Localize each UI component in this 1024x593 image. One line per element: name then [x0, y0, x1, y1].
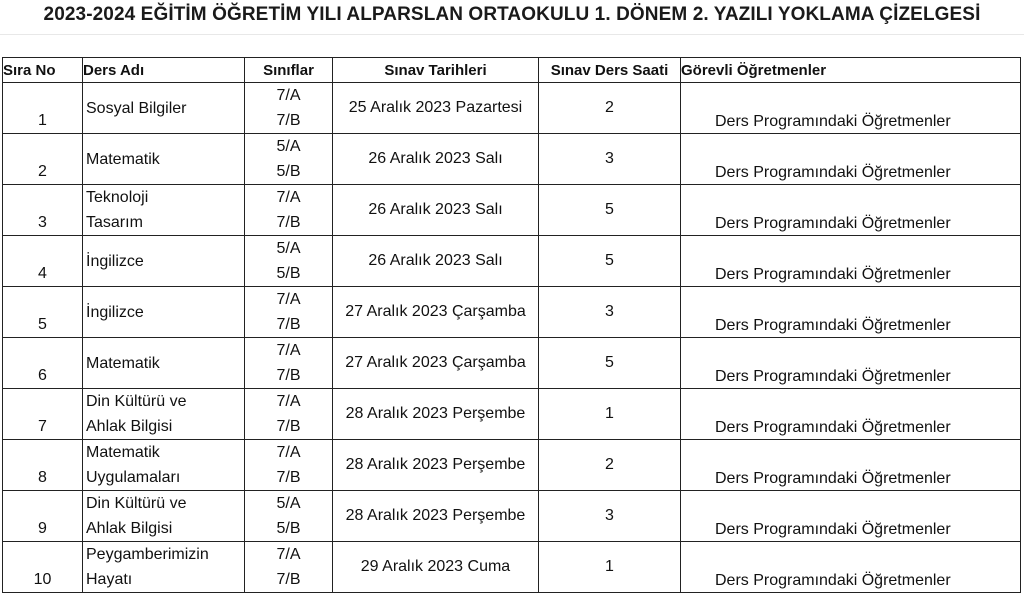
cell-ders-adi: [83, 389, 245, 440]
cell-gorevli-ogretmenler: [681, 287, 1021, 338]
table-row: [3, 83, 1021, 134]
course-name-line: Ahlak Bilgisi: [86, 418, 173, 435]
exam-date: 29 Aralık 2023 Cuma: [360, 558, 511, 575]
class-name: 7/B: [276, 112, 301, 129]
cell-sinav-ders-saati: [539, 134, 681, 185]
cell-sira-no: [3, 83, 83, 134]
assigned-teachers: Ders Programındaki Öğretmenler: [715, 113, 951, 130]
row-number: 3: [38, 214, 47, 231]
exam-date: 27 Aralık 2023 Çarşamba: [345, 354, 526, 371]
exam-period: 3: [605, 507, 614, 524]
cell-sinav-tarihi: [333, 440, 539, 491]
assigned-teachers: Ders Programındaki Öğretmenler: [715, 521, 951, 538]
header-ders-adi: Ders Adı: [83, 58, 245, 83]
table-row: [3, 542, 1021, 593]
cell-ders-adi: [83, 338, 245, 389]
cell-siniflar: [245, 185, 333, 236]
cell-sinav-tarihi: [333, 542, 539, 593]
cell-ders-adi: [83, 185, 245, 236]
table-row: [3, 236, 1021, 287]
cell-ders-adi: [83, 491, 245, 542]
row-number: 8: [38, 469, 47, 486]
cell-siniflar: [245, 236, 333, 287]
class-name: 5/B: [276, 520, 301, 537]
cell-sinav-tarihi: [333, 338, 539, 389]
cell-sinav-ders-saati: [539, 542, 681, 593]
exam-date: 28 Aralık 2023 Perşembe: [345, 507, 526, 524]
cell-gorevli-ogretmenler: [681, 491, 1021, 542]
course-name-line: Uygulamaları: [86, 469, 181, 486]
cell-ders-adi: [83, 83, 245, 134]
header-sira-no: Sıra No: [3, 58, 83, 83]
table-row: [3, 287, 1021, 338]
course-name-line: İngilizce: [86, 303, 144, 321]
header-gorevli-ogretmenler: Görevli Öğretmenler: [681, 58, 1021, 83]
row-number: 2: [38, 163, 47, 180]
header-siniflar: Sınıflar: [245, 58, 333, 83]
exam-date: 28 Aralık 2023 Perşembe: [345, 456, 526, 473]
course-name-line: İngilizce: [86, 252, 144, 270]
course-name-line: Hayatı: [86, 571, 133, 588]
class-name: 5/B: [276, 163, 301, 180]
cell-sira-no: [3, 338, 83, 389]
cell-ders-adi: [83, 440, 245, 491]
exam-date: 25 Aralık 2023 Pazartesi: [348, 99, 523, 116]
cell-gorevli-ogretmenler: [681, 389, 1021, 440]
table-header-row: [3, 58, 1021, 83]
exam-period: 3: [605, 150, 614, 167]
exam-period: 5: [605, 201, 614, 218]
exam-schedule-table: [2, 57, 1021, 593]
cell-sira-no: [3, 287, 83, 338]
course-name-line: Matematik: [86, 444, 160, 461]
course-name-line: Matematik: [86, 354, 160, 372]
cell-siniflar: [245, 389, 333, 440]
exam-period: 1: [605, 405, 614, 422]
class-name: 5/B: [276, 265, 301, 282]
course-name-line: Peygamberimizin: [86, 546, 209, 563]
exam-period: 2: [605, 99, 614, 116]
cell-gorevli-ogretmenler: [681, 185, 1021, 236]
cell-ders-adi: [83, 236, 245, 287]
course-name-line: Teknoloji: [86, 189, 149, 206]
class-name: 5/A: [276, 495, 301, 512]
cell-sinav-ders-saati: [539, 236, 681, 287]
cell-gorevli-ogretmenler: [681, 440, 1021, 491]
cell-ders-adi: [83, 542, 245, 593]
table-row: [3, 134, 1021, 185]
cell-siniflar: [245, 338, 333, 389]
cell-sinav-tarihi: [333, 83, 539, 134]
page-title: 2023-2024 EĞİTİM ÖĞRETİM YILI ALPARSLAN ORTAOKULU 1. DÖNEM 2. YAZILI YOKLAMA ÇİZELGESİ: [43, 4, 981, 25]
class-name: 7/A: [276, 444, 301, 461]
table-row: [3, 338, 1021, 389]
cell-gorevli-ogretmenler: [681, 542, 1021, 593]
row-number: 4: [38, 265, 47, 282]
cell-ders-adi: [83, 134, 245, 185]
cell-siniflar: [245, 287, 333, 338]
cell-siniflar: [245, 542, 333, 593]
cell-sinav-ders-saati: [539, 338, 681, 389]
cell-sinav-ders-saati: [539, 83, 681, 134]
exam-date: 26 Aralık 2023 Salı: [368, 252, 503, 269]
row-number: 6: [38, 367, 47, 384]
header-sinav-ders-saati: Sınav Ders Saati: [539, 58, 681, 83]
row-number: 7: [38, 418, 47, 435]
cell-gorevli-ogretmenler: [681, 134, 1021, 185]
exam-date: 26 Aralık 2023 Salı: [368, 150, 503, 167]
class-name: 7/A: [276, 291, 301, 308]
row-number: 5: [38, 316, 47, 333]
class-name: 7/A: [276, 393, 301, 410]
course-name-line: Tasarım: [86, 214, 143, 231]
class-name: 5/A: [276, 240, 301, 257]
cell-sinav-tarihi: [333, 389, 539, 440]
course-name-line: Sosyal Bilgiler: [86, 99, 187, 117]
class-name: 7/A: [276, 342, 301, 359]
class-name: 7/B: [276, 367, 301, 384]
assigned-teachers: Ders Programındaki Öğretmenler: [715, 419, 951, 436]
table-row: [3, 440, 1021, 491]
cell-gorevli-ogretmenler: [681, 338, 1021, 389]
cell-gorevli-ogretmenler: [681, 236, 1021, 287]
exam-period: 2: [605, 456, 614, 473]
course-name-line: Din Kültürü ve: [86, 495, 187, 512]
class-name: 5/A: [276, 138, 301, 155]
table-row: [3, 185, 1021, 236]
class-name: 7/A: [276, 189, 301, 206]
cell-siniflar: [245, 83, 333, 134]
assigned-teachers: Ders Programındaki Öğretmenler: [715, 572, 951, 589]
table-row: [3, 389, 1021, 440]
exam-period: 1: [605, 558, 614, 575]
row-number: 9: [38, 520, 47, 537]
cell-sinav-tarihi: [333, 134, 539, 185]
cell-sinav-ders-saati: [539, 389, 681, 440]
row-number: 1: [38, 112, 47, 129]
exam-period: 5: [605, 354, 614, 371]
cell-ders-adi: [83, 287, 245, 338]
table-row: [3, 491, 1021, 542]
class-name: 7/B: [276, 214, 301, 231]
cell-sira-no: [3, 185, 83, 236]
cell-gorevli-ogretmenler: [681, 83, 1021, 134]
sheet-gridline: [0, 34, 1024, 55]
cell-sira-no: [3, 236, 83, 287]
assigned-teachers: Ders Programındaki Öğretmenler: [715, 317, 951, 334]
class-name: 7/A: [276, 546, 301, 563]
assigned-teachers: Ders Programındaki Öğretmenler: [715, 266, 951, 283]
exam-date: 27 Aralık 2023 Çarşamba: [345, 303, 526, 320]
course-name-line: Din Kültürü ve: [86, 393, 187, 410]
assigned-teachers: Ders Programındaki Öğretmenler: [715, 215, 951, 232]
cell-sira-no: [3, 440, 83, 491]
class-name: 7/B: [276, 418, 301, 435]
cell-sinav-tarihi: [333, 185, 539, 236]
class-name: 7/B: [276, 571, 301, 588]
cell-sinav-tarihi: [333, 236, 539, 287]
cell-sira-no: [3, 134, 83, 185]
cell-sinav-ders-saati: [539, 185, 681, 236]
class-name: 7/A: [276, 87, 301, 104]
cell-sira-no: [3, 542, 83, 593]
exam-date: 26 Aralık 2023 Salı: [368, 201, 503, 218]
class-name: 7/B: [276, 316, 301, 333]
row-number: 10: [33, 571, 52, 588]
cell-siniflar: [245, 440, 333, 491]
exam-date: 28 Aralık 2023 Perşembe: [345, 405, 526, 422]
cell-sinav-ders-saati: [539, 287, 681, 338]
course-name-line: Ahlak Bilgisi: [86, 520, 173, 537]
cell-siniflar: [245, 491, 333, 542]
assigned-teachers: Ders Programındaki Öğretmenler: [715, 470, 951, 487]
class-name: 7/B: [276, 469, 301, 486]
exam-period: 5: [605, 252, 614, 269]
cell-sinav-ders-saati: [539, 491, 681, 542]
cell-sinav-tarihi: [333, 287, 539, 338]
cell-sira-no: [3, 389, 83, 440]
assigned-teachers: Ders Programındaki Öğretmenler: [715, 164, 951, 181]
cell-sinav-tarihi: [333, 491, 539, 542]
assigned-teachers: Ders Programındaki Öğretmenler: [715, 368, 951, 385]
header-sinav-tarihleri: Sınav Tarihleri: [333, 58, 539, 83]
cell-sinav-ders-saati: [539, 440, 681, 491]
course-name-line: Matematik: [86, 150, 160, 168]
exam-period: 3: [605, 303, 614, 320]
cell-sira-no: [3, 491, 83, 542]
cell-siniflar: [245, 134, 333, 185]
